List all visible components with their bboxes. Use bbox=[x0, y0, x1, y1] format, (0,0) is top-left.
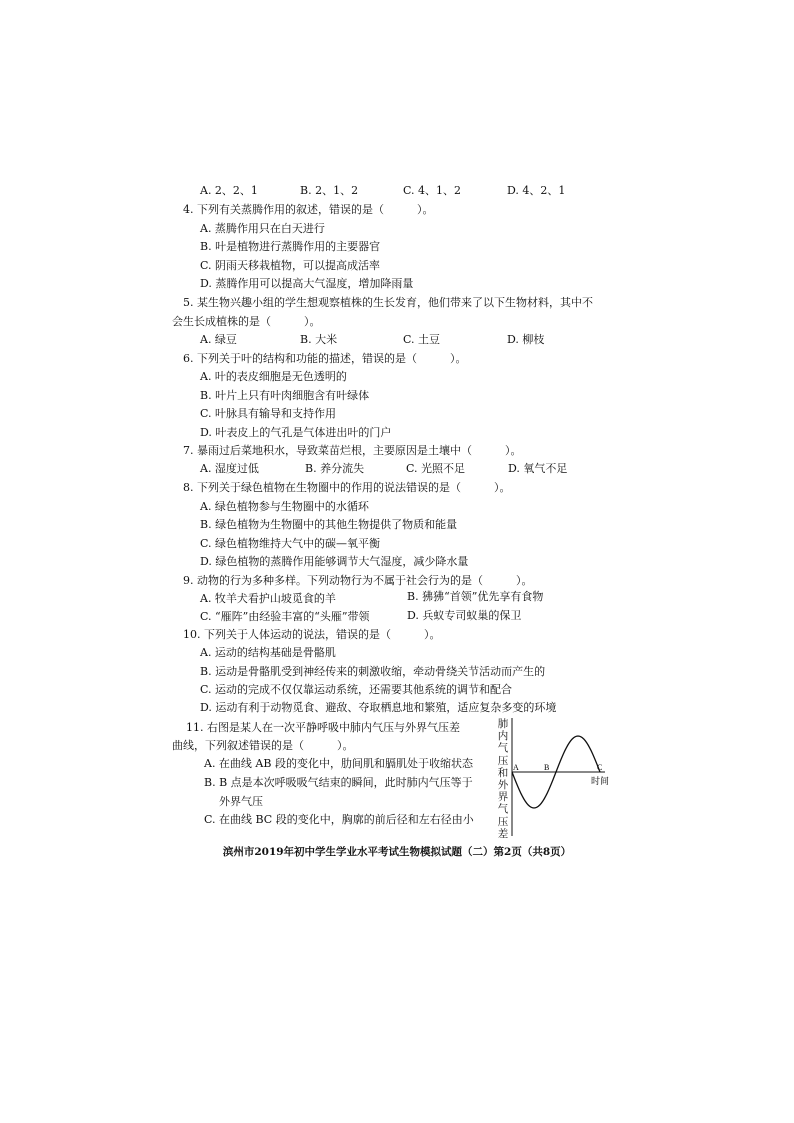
q4-stem: 4. 下列有关蒸腾作用的叙述，错误的是（ ）。 bbox=[183, 203, 434, 216]
q3-option-b: B. 2、1、2 bbox=[300, 184, 359, 197]
q4-option-d: D. 蒸腾作用可以提高大气湿度，增加降雨量 bbox=[200, 277, 414, 290]
q7-option-d: D. 氧气不足 bbox=[508, 462, 568, 475]
q4-option-c: C. 阴雨天移栽植物，可以提高成活率 bbox=[200, 259, 381, 272]
q3-option-d: D. 4、2、1 bbox=[507, 184, 566, 197]
q7-option-b: B. 养分流失 bbox=[305, 462, 365, 475]
q6-option-b: B. 叶片上只有叶肉细胞含有叶绿体 bbox=[200, 389, 370, 402]
q9-stem: 9. 动物的行为多种多样。下列动物行为不属于社会行为的是（ ）。 bbox=[183, 574, 533, 587]
q6-option-a: A. 叶的表皮细胞是无色透明的 bbox=[200, 370, 347, 383]
q11-option-b-line2: 外界气压 bbox=[219, 795, 263, 808]
q8-stem: 8. 下列关于绿色植物在生物圈中的作用的说法错误的是（ ）。 bbox=[183, 481, 511, 494]
q8-option-b: B. 绿色植物为生物圈中的其他生物提供了物质和能量 bbox=[200, 518, 458, 531]
q8-option-d: D. 绿色植物的蒸腾作用能够调节大气湿度，减少降水量 bbox=[200, 555, 469, 568]
q6-stem: 6. 下列关于叶的结构和功能的描述，错误的是（ ）。 bbox=[183, 352, 467, 365]
q10-option-b: B. 运动是骨骼肌受到神经传来的刺激收缩，牵动骨绕关节活动而产生的 bbox=[200, 665, 546, 678]
q9-option-b: B. 狒狒“首领”优先享有食物 bbox=[407, 590, 544, 603]
q5-option-a: A. 绿豆 bbox=[200, 333, 237, 346]
figure-point-b: B bbox=[544, 763, 550, 772]
q5-option-c: C. 土豆 bbox=[403, 333, 441, 346]
q4-option-b: B. 叶是植物进行蒸腾作用的主要器官 bbox=[200, 240, 381, 253]
q8-option-c: C. 绿色植物维持大气中的碳—氧平衡 bbox=[200, 537, 381, 550]
q4-option-a: A. 蒸腾作用只在白天进行 bbox=[200, 222, 325, 235]
q11-option-a: A. 在曲线 AB 段的变化中，肋间肌和膈肌处于收缩状态 bbox=[204, 757, 473, 770]
figure-y-axis-label: 肺内气压和外界气压差 bbox=[497, 718, 509, 840]
q9-option-d: D. 兵蚁专司蚁巢的保卫 bbox=[407, 609, 522, 622]
q7-stem: 7. 暴雨过后菜地积水，导致菜苗烂根，主要原因是土壤中（ ）。 bbox=[183, 444, 522, 457]
q3-option-a: A. 2、2、1 bbox=[200, 184, 258, 197]
q7-option-c: C. 光照不足 bbox=[406, 462, 466, 475]
figure-point-c: C bbox=[597, 763, 603, 772]
q6-option-c: C. 叶脉具有输导和支持作用 bbox=[200, 407, 337, 420]
q10-option-a: A. 运动的结构基础是骨骼肌 bbox=[200, 646, 336, 659]
figure-x-axis-label: 时间 bbox=[591, 777, 610, 787]
q10-stem: 10. 下列关于人体运动的说法，错误的是（ ）。 bbox=[183, 628, 441, 641]
page-footer: 滨州市2019年初中学生学业水平考试生物模拟试题（二）第2页（共8页） bbox=[222, 846, 572, 858]
q3-option-c: C. 4、1、2 bbox=[403, 184, 462, 197]
q5-option-d: D. 柳枝 bbox=[507, 333, 545, 346]
q7-option-a: A. 湿度过低 bbox=[200, 462, 259, 475]
q11-option-c: C. 在曲线 BC 段的变化中，胸廓的前后径和左右径由小 bbox=[204, 813, 474, 826]
q5-stem-line2: 会生长成植株的是（ ）。 bbox=[172, 315, 321, 328]
q9-option-a: A. 牧羊犬看护山坡觅食的羊 bbox=[200, 592, 336, 605]
q10-option-c: C. 运动的完成不仅仅靠运动系统，还需要其他系统的调节和配合 bbox=[200, 683, 513, 696]
q5-stem-line1: 5. 某生物兴趣小组的学生想观察植株的生长发育，他们带来了以下生物材料，其中不 bbox=[183, 296, 593, 309]
q11-stem-line2: 曲线，下列叙述错误的是（ ）。 bbox=[172, 739, 354, 752]
q11-stem-line1: 11. 右图是某人在一次平静呼吸中肺内气压与外界气压差 bbox=[186, 721, 460, 734]
q6-option-d: D. 叶表皮上的气孔是气体进出叶的门户 bbox=[200, 426, 392, 439]
q9-option-c: C. “雁阵”由经验丰富的“头雁”带领 bbox=[200, 610, 370, 623]
figure-point-a: A bbox=[513, 763, 519, 772]
q10-option-d: D. 运动有利于动物觅食、避敌、夺取栖息地和繁殖，适应复杂多变的环境 bbox=[200, 701, 557, 714]
q8-option-a: A. 绿色植物参与生物圈中的水循环 bbox=[200, 500, 369, 513]
pressure-curve-figure bbox=[493, 716, 613, 838]
q5-option-b: B. 大米 bbox=[300, 333, 338, 346]
q11-option-b-line1: B. B 点是本次呼吸吸气结束的瞬间，此时肺内气压等于 bbox=[204, 776, 473, 789]
